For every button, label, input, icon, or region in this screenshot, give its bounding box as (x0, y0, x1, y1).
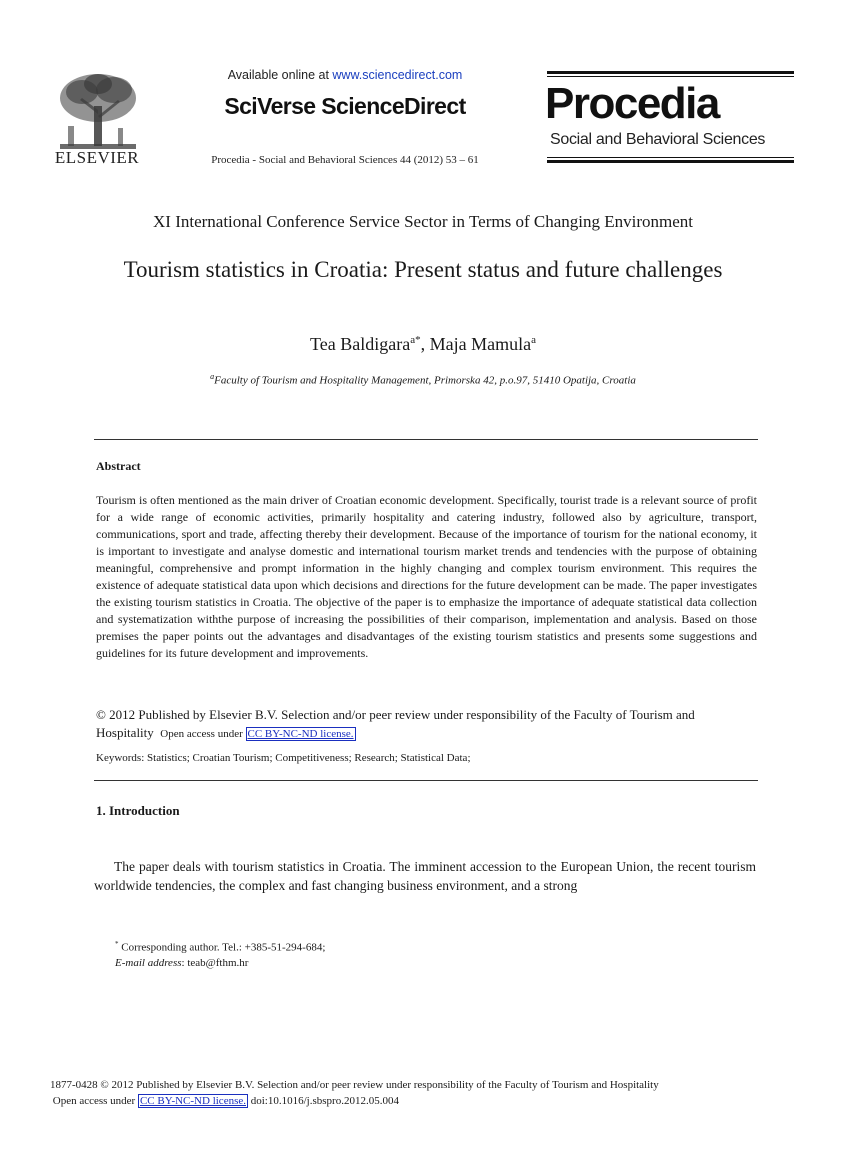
footer-license-line (50, 1093, 810, 1109)
intro-text: The paper deals with tourism statistics in Croatia. The imminent accession to the European Union, the recent tourism worldwide tendencies, the complex and fast changing business environment, and a strong (94, 859, 756, 893)
affiliation-marker: a (210, 372, 215, 381)
paper-title: Tourism statistics in Croatia: Present status and future challenges (123, 257, 723, 282)
abstract-heading: Abstract (96, 459, 141, 473)
author-marker: a* (410, 334, 421, 346)
footnote-line (115, 937, 715, 956)
available-online-line (175, 68, 515, 82)
divider (94, 439, 758, 440)
affiliation (90, 372, 756, 387)
section-heading: 1. Introduction (96, 803, 180, 818)
journal-brand-subtitle: Social and Behavioral Sciences (550, 131, 766, 148)
open-access-label: Open access under (160, 728, 246, 740)
platform-logo: SciVerse ScienceDirect (224, 93, 466, 119)
brand-rule (547, 160, 794, 163)
footer-copyright: 1877-0428 © 2012 Published by Elsevier B.V. Selection and/or peer review under responsibility of the Faculty of Tourism and Hospitality (50, 1079, 659, 1091)
footer-open-access-label: Open access under (52, 1095, 138, 1107)
brand-rule (547, 76, 794, 77)
affiliation-text: Faculty of Tourism and Hospitality Management, Primorska 42, p.o.97, 51410 Opatija, Croatia (214, 374, 636, 387)
footer-license-link[interactable]: CC BY-NC-ND license. (139, 1095, 246, 1107)
brand-rule (547, 71, 794, 74)
keywords: Keywords: Statistics; Croatian Tourism; Competitiveness; Research; Statistical Data; (96, 752, 471, 764)
journal-brand: Procedia (545, 79, 719, 128)
author-separator: , (420, 334, 430, 354)
conference-name: XI International Conference Service Sector in Terms of Changing Environment (153, 212, 693, 231)
copyright-statement (96, 706, 757, 743)
footnote (115, 937, 715, 971)
available-online-label: Available online at (227, 68, 333, 82)
copyright-text: © 2012 Published by Elsevier B.V. Selection and/or peer review under responsibility of the Faculty of Tourism and Hospitality (96, 707, 695, 740)
author-marker: a (531, 334, 536, 346)
license-link[interactable]: CC BY-NC-ND license. (247, 728, 354, 740)
intro-paragraph (94, 857, 756, 895)
abstract-text: Tourism is often mentioned as the main driver of Croatian economic development. Specifically, tourist trade is a relevant source of profit for a wide range of economic activities, primarily hospitality and catering industry, followed also by agriculture, transport, communications, sport and trade, affecting thereby their development. Because of the importance of tourism for the national economy, it is important to investigate and analyse domestic and international tourism market trends and tendencies with the purpose of obtaining meaningful, comprehensive and prompt information in the highly changing and complex tourism environment. This requires the existence of adequate statistical data upon which decisions and directions for the future development can be made. The paper investigates the existing tourism statistics in Croatia. The objective of the paper is to emphasize the importance of adequate statistical data collection and systematization withthe purpose of increasing the possibilities of their comparison, implementation and analysis. Based on those premises the paper points out the advantages and disadvantages of the existing tourism statistics and presents some suggestions and guidelines for its future development and improvements. (96, 493, 757, 660)
footnote-text: Corresponding author. Tel.: +385-51-294-684; (118, 941, 326, 954)
page-footer (50, 1077, 810, 1109)
author-name: Maja Mamula (429, 334, 532, 354)
footnote-marker: * (115, 940, 119, 948)
publisher-name: ELSEVIER (54, 148, 140, 167)
brand-rule (547, 157, 794, 158)
email-label: E-mail address (115, 956, 182, 969)
email-address: : teab@fthm.hr (181, 956, 249, 969)
divider (94, 780, 758, 781)
footnote-email-line (115, 956, 715, 971)
journal-reference: Procedia - Social and Behavioral Sciences 44 (2012) 53 – 61 (211, 154, 479, 166)
doi: doi:10.1016/j.sbspro.2012.05.004 (248, 1095, 399, 1107)
author-name: Tea Baldigara (310, 334, 411, 354)
sciencedirect-link[interactable]: www.sciencedirect.com (332, 68, 463, 82)
author-line (200, 334, 646, 355)
